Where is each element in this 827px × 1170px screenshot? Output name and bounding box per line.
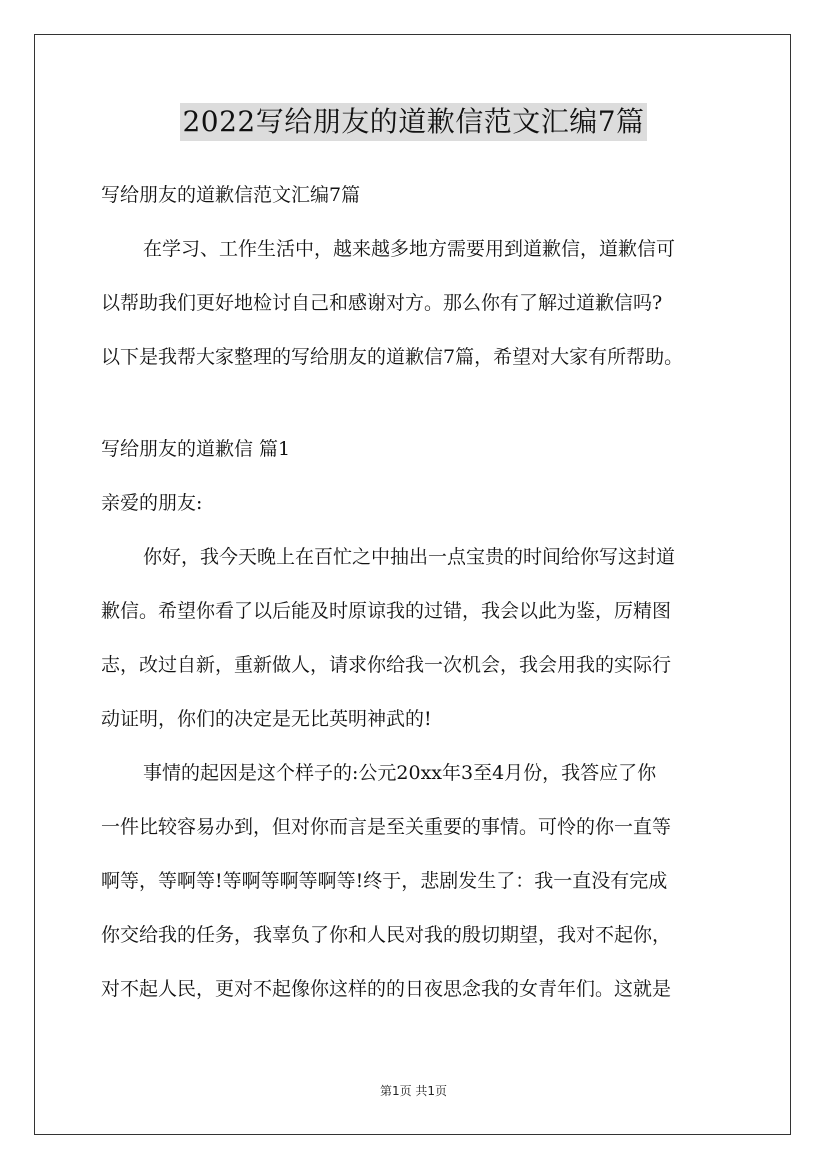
- document-title: 2022写给朋友的道歉信范文汇编7篇: [180, 103, 646, 141]
- body-line: 对不起人民，更对不起像你这样的的日夜思念我的女青年们。这就是: [101, 978, 672, 1000]
- intro-line-3: 以下是我帮大家整理的写给朋友的道歉信7篇，希望对大家有所帮助。: [101, 346, 684, 368]
- page-number: 第1页 共1页: [379, 1084, 448, 1098]
- body-line: 你交给我的任务，我辜负了你和人民对我的殷切期望，我对不起你，: [101, 924, 672, 946]
- subtitle-line: 写给朋友的道歉信范文汇编7篇: [101, 184, 361, 206]
- body-line: 一件比较容易办到，但对你而言是至关重要的事情。可怜的你一直等: [101, 816, 672, 838]
- intro-line-1: 在学习、工作生活中，越来越多地方需要用到道歉信，道歉信可: [143, 238, 676, 260]
- body-line: 动证明，你们的决定是无比英明神武的!: [101, 708, 432, 730]
- body-line: 歉信。希望你看了以后能及时原谅我的过错，我会以此为鉴，厉精图: [101, 600, 672, 622]
- title-container: [0, 103, 827, 141]
- body-line: 啊等，等啊等!等啊等啊等啊等!终于，悲剧发生了：我一直没有完成: [101, 870, 668, 892]
- intro-line-2: 以帮助我们更好地检讨自己和感谢对方。那么你有了解过道歉信吗?: [101, 292, 663, 314]
- body-line: 你好，我今天晚上在百忙之中抽出一点宝贵的时间给你写这封道: [143, 546, 676, 568]
- body-line: 志，改过自新，重新做人，请求你给我一次机会，我会用我的实际行: [101, 654, 672, 676]
- salutation: 亲爱的朋友:: [101, 492, 203, 514]
- body-line: 事情的起因是这个样子的:公元20xx年3至4月份，我答应了你: [143, 762, 657, 784]
- section-heading: 写给朋友的道歉信 篇1: [101, 438, 291, 460]
- document-body: [101, 176, 741, 1008]
